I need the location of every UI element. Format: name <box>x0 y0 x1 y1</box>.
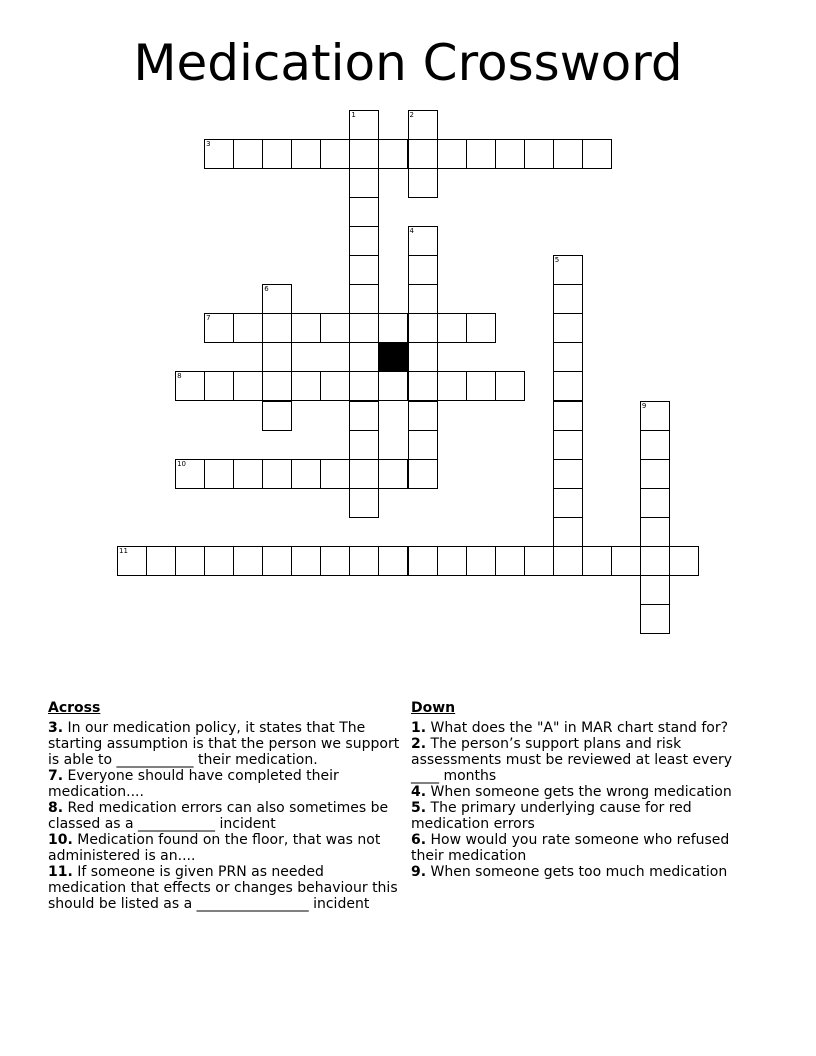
grid-cell[interactable] <box>262 401 292 431</box>
grid-cell[interactable] <box>291 139 321 169</box>
clue-number: 10. <box>48 832 73 848</box>
grid-cell[interactable] <box>291 371 321 401</box>
clue-number: 7. <box>48 768 64 784</box>
grid-cell[interactable] <box>349 110 379 140</box>
grid-cell[interactable] <box>640 575 670 605</box>
grid-cell[interactable] <box>262 313 292 343</box>
grid-cell[interactable] <box>437 371 467 401</box>
grid-cell[interactable] <box>349 401 379 431</box>
cell-number: 1 <box>351 111 356 119</box>
grid-cell[interactable] <box>291 459 321 489</box>
cell-number: 4 <box>409 227 414 236</box>
grid-cell[interactable] <box>204 371 234 401</box>
clue-number: 5. <box>411 800 427 816</box>
grid-cell[interactable] <box>553 255 583 285</box>
down-clue-6 <box>411 832 751 864</box>
grid-cell[interactable] <box>437 313 467 343</box>
grid-cell[interactable] <box>495 139 525 169</box>
grid-cell[interactable] <box>378 459 408 489</box>
grid-cell[interactable] <box>320 546 350 576</box>
grid-cell[interactable] <box>146 546 176 576</box>
grid-cell[interactable] <box>320 139 350 169</box>
grid-cell[interactable] <box>349 546 379 576</box>
grid-cell[interactable] <box>408 459 438 489</box>
across-clue-8 <box>48 800 400 832</box>
clue-number: 3. <box>48 720 64 736</box>
cell-number: 3 <box>206 140 211 149</box>
grid-cell[interactable] <box>408 313 438 343</box>
clue-text: Red medication errors can also sometimes be classed as a ___________ incident <box>48 800 389 832</box>
cell-number: 5 <box>554 256 560 265</box>
clue-number: 2. <box>411 736 427 752</box>
grid-cell[interactable] <box>262 371 292 401</box>
across-clue-3 <box>48 720 400 768</box>
grid-cell[interactable] <box>262 459 292 489</box>
grid-cell[interactable] <box>349 139 379 169</box>
grid-cell[interactable] <box>291 546 321 576</box>
grid-cell[interactable] <box>495 371 525 401</box>
across-clues <box>48 700 400 912</box>
grid-cell[interactable] <box>553 517 583 547</box>
down-heading: Down <box>411 700 456 716</box>
clue-text: How would you rate someone who refused their medication <box>411 832 730 864</box>
grid-cell[interactable] <box>640 546 670 576</box>
grid-cell[interactable] <box>233 546 263 576</box>
grid-cell[interactable] <box>466 546 496 576</box>
grid-black-cell <box>378 342 408 372</box>
grid-cell[interactable] <box>408 342 438 372</box>
grid-cell[interactable] <box>349 430 379 460</box>
grid-cell[interactable] <box>408 430 438 460</box>
grid-cell[interactable] <box>553 546 583 576</box>
grid-cell[interactable] <box>320 459 350 489</box>
grid-cell[interactable] <box>408 139 438 169</box>
grid-cell[interactable] <box>640 430 670 460</box>
grid-cell[interactable] <box>553 371 583 401</box>
cell-number: 10 <box>177 459 187 468</box>
clue-text: When someone gets too much medication <box>430 864 728 880</box>
grid-cell[interactable] <box>553 313 583 343</box>
down-clue-2 <box>411 736 751 784</box>
grid-cell[interactable] <box>611 546 641 576</box>
grid-cell[interactable] <box>233 459 263 489</box>
clue-text: Everyone should have completed their medication.... <box>48 768 339 800</box>
grid-cell[interactable] <box>495 546 525 576</box>
clue-text: If someone is given PRN as needed medication that effects or changes behaviour this should be listed as a ________________ incident <box>48 864 398 912</box>
grid-cell[interactable] <box>553 401 583 431</box>
cell-number: 6 <box>264 285 269 294</box>
grid-cell[interactable] <box>437 546 467 576</box>
grid-cell[interactable] <box>553 139 583 169</box>
grid-cell[interactable] <box>582 546 612 576</box>
page-title: Medication Crossword <box>133 34 683 92</box>
grid-cell[interactable] <box>233 139 263 169</box>
cell-number: 9 <box>641 401 647 410</box>
grid-cell[interactable] <box>524 139 554 169</box>
grid-cell[interactable] <box>320 371 350 401</box>
grid-cell[interactable] <box>349 488 379 518</box>
clue-number: 6. <box>411 832 427 848</box>
grid-cell[interactable] <box>408 168 438 198</box>
grid-cell[interactable] <box>349 168 379 198</box>
grid-cell[interactable] <box>262 342 292 372</box>
cell-number: 2 <box>409 111 414 119</box>
grid-cell[interactable] <box>117 546 147 576</box>
grid-cell[interactable] <box>349 313 379 343</box>
grid-cell[interactable] <box>378 139 408 169</box>
cell-number: 7 <box>206 314 211 323</box>
down-clue-1 <box>411 720 751 736</box>
grid-cell[interactable] <box>262 284 292 314</box>
across-clue-7 <box>48 768 400 800</box>
grid-cell[interactable] <box>175 546 205 576</box>
grid-cell[interactable] <box>640 401 670 431</box>
grid-cell[interactable] <box>349 255 379 285</box>
across-clue-11 <box>48 864 400 912</box>
grid-cell[interactable] <box>408 255 438 285</box>
grid-cell[interactable] <box>378 313 408 343</box>
grid-cell[interactable] <box>204 546 234 576</box>
grid-cell[interactable] <box>582 139 612 169</box>
clue-text: Medication found on the floor, that was not administered is an.... <box>48 832 381 864</box>
grid-cell[interactable] <box>349 371 379 401</box>
grid-cell[interactable] <box>640 459 670 489</box>
grid-cell[interactable] <box>408 401 438 431</box>
clue-text: The person’s support plans and risk assessments must be reviewed at least every ____ months <box>411 736 733 784</box>
grid-cell[interactable] <box>378 546 408 576</box>
grid-cell[interactable] <box>349 459 379 489</box>
grid-cell[interactable] <box>408 284 438 314</box>
grid-cell[interactable] <box>524 546 554 576</box>
grid-cell[interactable] <box>437 139 467 169</box>
grid-cell[interactable] <box>175 459 205 489</box>
grid-cell[interactable] <box>262 546 292 576</box>
grid-cell[interactable] <box>553 342 583 372</box>
grid-cell[interactable] <box>175 371 205 401</box>
across-heading: Across <box>48 700 101 716</box>
grid-cell[interactable] <box>466 313 496 343</box>
grid-cell[interactable] <box>466 139 496 169</box>
down-clue-9 <box>411 864 751 880</box>
clue-text: The primary underlying cause for red medication errors <box>411 800 692 832</box>
grid-cell[interactable] <box>466 371 496 401</box>
clue-text: What does the "A" in MAR chart stand for? <box>430 720 729 736</box>
grid-cell[interactable] <box>204 313 234 343</box>
clue-text: When someone gets the wrong medication <box>430 784 732 800</box>
grid-cell[interactable] <box>408 546 438 576</box>
grid-cell[interactable] <box>408 371 438 401</box>
grid-cell[interactable] <box>204 459 234 489</box>
grid-cell[interactable] <box>262 139 292 169</box>
grid-cell[interactable] <box>349 197 379 227</box>
grid-cell[interactable] <box>349 226 379 256</box>
grid-cell[interactable] <box>204 139 234 169</box>
clue-number: 9. <box>411 864 427 880</box>
across-clue-10 <box>48 832 400 864</box>
grid-cell[interactable] <box>640 488 670 518</box>
clue-text: In our medication policy, it states that The starting assumption is that the person we support is able to ___________ their medication. <box>48 720 400 768</box>
cell-number: 8 <box>177 372 182 381</box>
cell-number: 11 <box>119 546 128 555</box>
clue-number: 11. <box>48 864 73 880</box>
clue-number: 1. <box>411 720 427 736</box>
down-clue-5 <box>411 800 751 832</box>
grid-cell[interactable] <box>349 342 379 372</box>
grid-cell[interactable] <box>233 371 263 401</box>
grid-cell[interactable] <box>640 517 670 547</box>
clue-number: 8. <box>48 800 64 816</box>
grid-cell[interactable] <box>669 546 699 576</box>
grid-cell[interactable] <box>291 313 321 343</box>
grid-cell[interactable] <box>349 284 379 314</box>
grid-cell[interactable] <box>408 226 438 256</box>
grid-cell[interactable] <box>320 313 350 343</box>
grid-cell[interactable] <box>233 313 263 343</box>
grid-cell[interactable] <box>553 459 583 489</box>
grid-cell[interactable] <box>640 604 670 634</box>
grid-cell[interactable] <box>553 430 583 460</box>
clue-number: 4. <box>411 784 427 800</box>
down-clues <box>411 700 751 880</box>
grid-cell[interactable] <box>408 110 438 140</box>
grid-cell[interactable] <box>378 371 408 401</box>
down-clue-4 <box>411 784 751 800</box>
grid-cell[interactable] <box>553 488 583 518</box>
grid-cell[interactable] <box>553 284 583 314</box>
